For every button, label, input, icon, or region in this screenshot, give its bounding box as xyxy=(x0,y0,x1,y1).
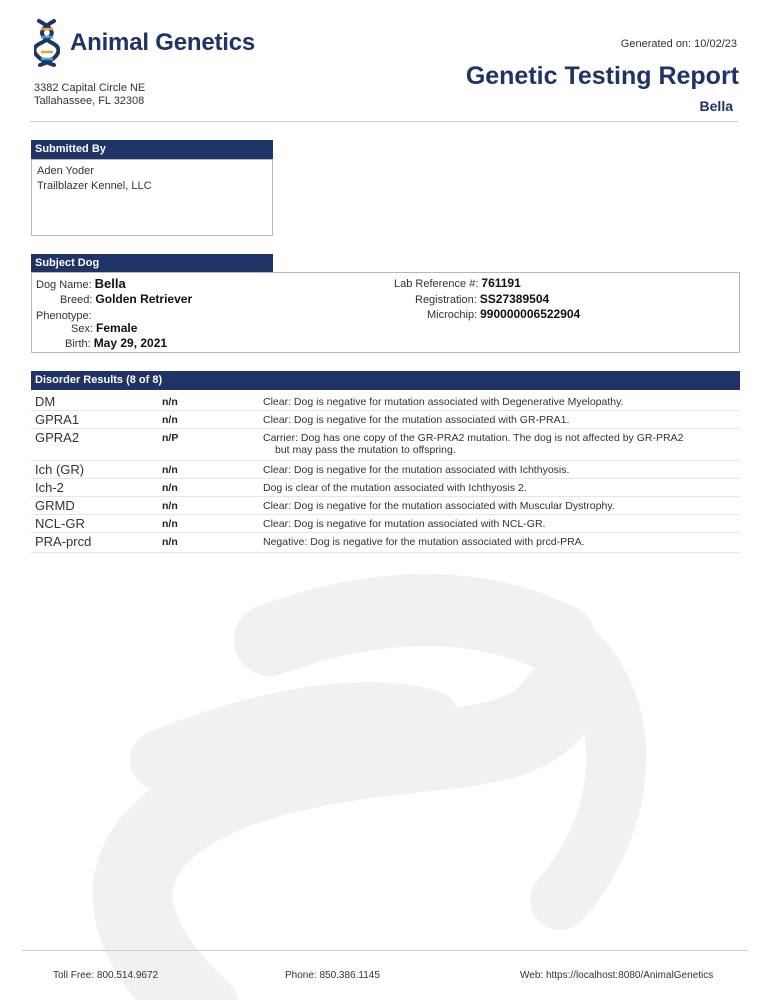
disorder-description: Clear: Dog is negative for the mutation associated with Muscular Dystrophy. xyxy=(263,500,615,512)
disorder-name: DM xyxy=(35,394,56,409)
sex-label: Sex: xyxy=(71,323,94,335)
lab-reference-value: 761191 xyxy=(481,276,521,290)
disorder-name: GRMD xyxy=(35,498,75,513)
disorder-description: Negative: Dog is negative for the mutation associated with prcd-PRA. xyxy=(263,536,585,548)
footer-divider xyxy=(22,950,748,951)
disorder-genotype: n/n xyxy=(162,414,178,426)
breed-label: Breed: xyxy=(60,294,93,306)
disorder-description: Dog is clear of the mutation associated with Ichthyosis 2. xyxy=(263,482,527,494)
footer-web: Web: https://localhost:8080/AnimalGenetics xyxy=(520,970,714,981)
disorder-genotype: n/n xyxy=(162,536,178,548)
table-row xyxy=(31,533,740,553)
report-subject-name: Bella xyxy=(699,98,733,114)
table-row xyxy=(31,429,740,461)
birth-value: May 29, 2021 xyxy=(93,336,168,350)
breed-value: Golden Retriever xyxy=(95,292,193,306)
microchip-value: 990000006522904 xyxy=(480,307,581,321)
disorder-genotype: n/n xyxy=(162,464,178,476)
breed-field xyxy=(60,292,192,306)
registration-label: Registration: xyxy=(415,294,477,306)
disorder-description: Clear: Dog is negative for the mutation associated with GR-PRA1. xyxy=(263,414,570,426)
table-row xyxy=(31,515,740,533)
sex-value: Female xyxy=(96,321,138,335)
disorder-results-header: Disorder Results (8 of 8) xyxy=(31,371,740,390)
address-line-1: 3382 Capital Circle NE xyxy=(34,82,146,94)
footer-toll-free: Toll Free: 800.514.9672 xyxy=(53,970,159,981)
submitter-organization: Trailblazer Kennel, LLC xyxy=(37,180,152,192)
brand-logo xyxy=(34,18,255,68)
table-row xyxy=(31,393,740,411)
microchip-label: Microchip: xyxy=(427,309,478,321)
disorder-genotype: n/n xyxy=(162,500,178,512)
brand-name: Animal Genetics xyxy=(70,29,256,56)
submitted-by-box xyxy=(31,159,273,236)
disorder-name: Ich (GR) xyxy=(35,462,85,477)
disorder-description-line-2: but may pass the mutation to offspring. xyxy=(275,444,456,456)
table-row xyxy=(31,479,740,497)
birth-field xyxy=(65,336,167,350)
phenotype-field xyxy=(36,308,95,322)
disorder-name: NCL-GR xyxy=(35,516,85,531)
header-divider xyxy=(30,121,738,122)
sex-field xyxy=(71,321,137,335)
table-row xyxy=(31,461,740,479)
disorder-genotype: n/P xyxy=(162,432,179,444)
microchip-field xyxy=(427,307,580,321)
lab-address xyxy=(34,82,145,108)
disorder-name: GPRA1 xyxy=(35,412,80,427)
registration-field xyxy=(415,292,549,306)
table-row xyxy=(31,411,740,429)
birth-label: Birth: xyxy=(65,338,91,350)
disorder-description: Clear: Dog is negative for mutation associated with Degenerative Myelopathy. xyxy=(263,396,624,408)
disorder-genotype: n/n xyxy=(162,518,178,530)
disorder-genotype: n/n xyxy=(162,482,178,494)
dog-name-field xyxy=(36,276,126,291)
submitter-name: Aden Yoder xyxy=(37,165,94,177)
disorder-description-line-1: Carrier: Dog has one copy of the GR-PRA2 mutation. The dog is not affected by GR-PRA2 xyxy=(263,432,684,444)
registration-value: SS27389504 xyxy=(479,292,550,306)
disorder-name: GPRA2 xyxy=(35,430,80,445)
disorder-name: Ich-2 xyxy=(35,480,64,495)
submitted-by-header: Submitted By xyxy=(31,140,273,159)
disorder-description: Clear: Dog is negative for mutation associated with NCL-GR. xyxy=(263,518,546,530)
report-title: Genetic Testing Report xyxy=(465,62,739,90)
lab-reference-label: Lab Reference #: xyxy=(394,278,479,290)
footer-phone: Phone: 850.386.1145 xyxy=(285,970,380,981)
dog-name-label: Dog Name: xyxy=(36,279,92,291)
address-line-2: Tallahassee, FL 32308 xyxy=(34,95,145,107)
disorder-name: PRA-prcd xyxy=(35,534,92,549)
phenotype-label: Phenotype: xyxy=(36,310,92,322)
disorder-description: Clear: Dog is negative for the mutation associated with Ichthyosis. xyxy=(263,464,570,476)
dog-name-value: Bella xyxy=(94,276,126,291)
subject-dog-header: Subject Dog xyxy=(31,254,273,273)
generated-date: Generated on: 10/02/23 xyxy=(620,38,737,50)
dna-helix-icon xyxy=(34,18,60,68)
subject-dog-box xyxy=(31,272,740,353)
lab-reference-field xyxy=(394,276,521,290)
disorder-genotype: n/n xyxy=(162,396,178,408)
table-row xyxy=(31,497,740,515)
disorder-description xyxy=(263,432,733,456)
